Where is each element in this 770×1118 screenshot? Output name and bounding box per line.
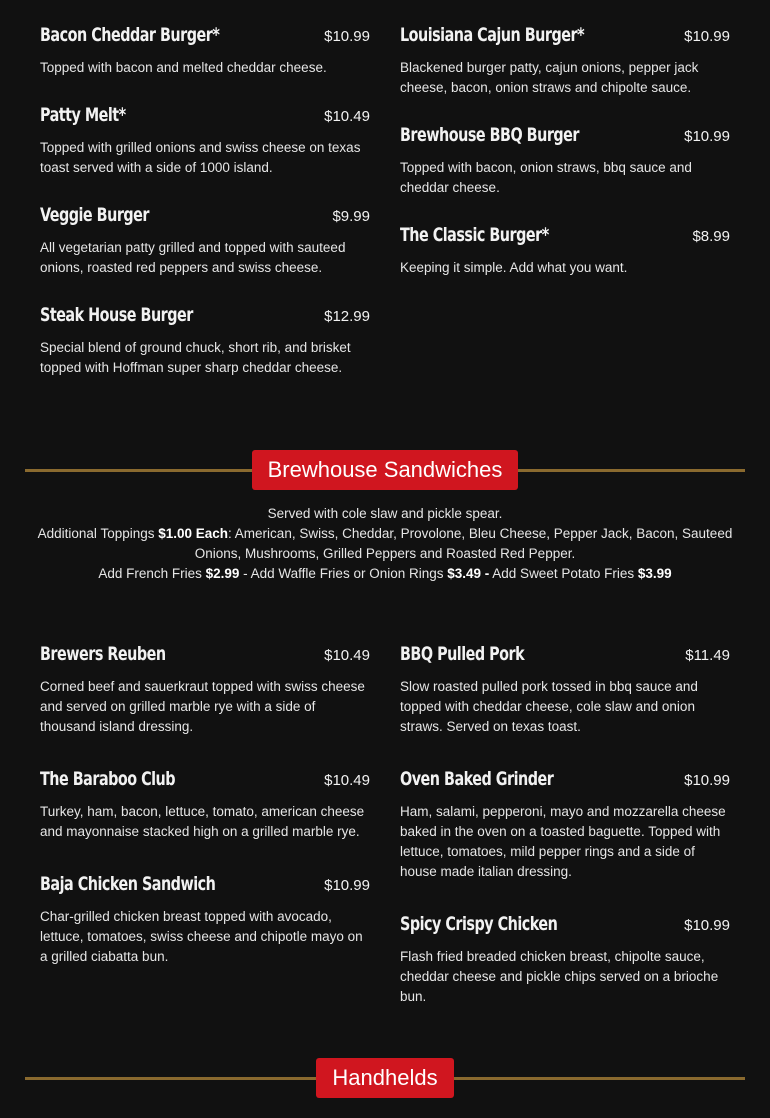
item-description: Char-grilled chicken breast topped with avocado, lettuce, tomatoes, swiss cheese and chipotle mayo on a grilled ciabatta bun. xyxy=(40,909,363,964)
sandwiches-left-column xyxy=(40,643,370,1033)
section-title: Brewhouse Sandwiches xyxy=(252,450,519,490)
toppings-price: $1.00 Each xyxy=(158,526,229,541)
item-price: $12.99 xyxy=(324,308,370,325)
menu-item xyxy=(40,768,370,842)
toppings-prefix: Additional Toppings xyxy=(37,526,159,541)
item-name: Brewers Reuben xyxy=(40,643,166,665)
item-price: $10.99 xyxy=(684,917,730,934)
item-name: Oven Baked Grinder xyxy=(400,768,554,790)
item-name: Veggie Burger xyxy=(40,204,150,226)
item-price: $10.49 xyxy=(324,647,370,664)
item-description: All vegetarian patty grilled and topped with sauteed onions, roasted red peppers and swiss cheese. xyxy=(40,240,346,275)
toppings-line xyxy=(25,524,745,564)
sweet-potato-label: Add Sweet Potato Fries xyxy=(489,566,638,581)
toppings-list: : American, Swiss, Cheddar, Provolone, Bleu Cheese, Pepper Jack, Bacon, Sauteed Onions, Mushrooms, Grilled Peppers and Roasted Red Pepper. xyxy=(194,526,733,561)
sandwiches-grid xyxy=(40,643,730,1033)
item-description: Blackened burger patty, cajun onions, pepper jack cheese, bacon, onion straws and chipolte sauce. xyxy=(400,60,699,95)
waffle-label: - Add Waffle Fries or Onion Rings xyxy=(239,566,448,581)
fries-price: $2.99 xyxy=(205,566,240,581)
fries-label: Add French Fries xyxy=(98,566,206,581)
menu-item xyxy=(400,768,730,882)
item-name: Patty Melt* xyxy=(40,104,126,126)
item-description: Slow roasted pulled pork tossed in bbq sauce and topped with cheddar cheese, cole slaw and onion straws. Served on texas toast. xyxy=(400,679,698,734)
item-name: Bacon Cheddar Burger* xyxy=(40,24,220,46)
item-description: Topped with bacon, onion straws, bbq sauce and cheddar cheese. xyxy=(400,160,692,195)
burgers-grid xyxy=(40,24,730,404)
menu-item xyxy=(40,204,370,278)
menu-item xyxy=(40,304,370,378)
burgers-right-column xyxy=(400,24,730,404)
item-price: $10.99 xyxy=(684,28,730,45)
menu-item xyxy=(40,24,370,78)
menu-item xyxy=(400,24,730,98)
item-price: $10.99 xyxy=(684,128,730,145)
item-price: $8.99 xyxy=(692,228,730,245)
item-price: $11.49 xyxy=(685,647,730,664)
section-header-handhelds xyxy=(25,1058,745,1098)
waffle-price: $3.49 - xyxy=(447,566,490,581)
sides-line xyxy=(25,564,745,584)
menu-item xyxy=(40,643,370,737)
sweet-potato-price: $3.99 xyxy=(637,566,672,581)
item-price: $10.99 xyxy=(684,772,730,789)
menu-item xyxy=(400,224,730,278)
item-name: Brewhouse BBQ Burger xyxy=(400,124,579,146)
item-description: Flash fried breaded chicken breast, chipolte sauce, cheddar cheese and pickle chips served on a brioche bun. xyxy=(400,949,719,1004)
item-description: Corned beef and sauerkraut topped with swiss cheese and served on grilled marble rye with a side of thousand island dressing. xyxy=(40,679,365,734)
item-description: Topped with bacon and melted cheddar cheese. xyxy=(40,60,327,75)
item-name: Louisiana Cajun Burger* xyxy=(400,24,585,46)
item-price: $10.49 xyxy=(324,108,370,125)
item-description: Special blend of ground chuck, short rib, and brisket topped with Hoffman super sharp cheddar cheese. xyxy=(40,340,351,375)
item-description: Turkey, ham, bacon, lettuce, tomato, american cheese and mayonnaise stacked high on a grilled marble rye. xyxy=(40,804,365,839)
item-name: Baja Chicken Sandwich xyxy=(40,873,216,895)
section-header-sandwiches xyxy=(25,450,745,490)
item-name: The Baraboo Club xyxy=(40,768,176,790)
item-description: Keeping it simple. Add what you want. xyxy=(400,260,628,275)
intro-line: Served with cole slaw and pickle spear. xyxy=(267,506,503,521)
menu-item xyxy=(400,643,730,737)
menu-item xyxy=(40,873,370,967)
item-name: BBQ Pulled Pork xyxy=(400,643,525,665)
sandwiches-right-column xyxy=(400,643,730,1033)
item-price: $9.99 xyxy=(332,208,370,225)
section-intro xyxy=(25,504,745,584)
item-name: Spicy Crispy Chicken xyxy=(400,913,558,935)
menu-item xyxy=(400,913,730,1007)
menu-item xyxy=(40,104,370,178)
item-price: $10.49 xyxy=(324,772,370,789)
item-name: The Classic Burger* xyxy=(400,224,549,246)
item-price: $10.99 xyxy=(324,28,370,45)
item-description: Topped with grilled onions and swiss cheese on texas toast served with a side of 1000 island. xyxy=(40,140,361,175)
section-title: Handhelds xyxy=(316,1058,453,1098)
item-name: Steak House Burger xyxy=(40,304,193,326)
menu-item xyxy=(400,124,730,198)
burgers-left-column xyxy=(40,24,370,404)
item-price: $10.99 xyxy=(324,877,370,894)
item-description: Ham, salami, pepperoni, mayo and mozzarella cheese baked in the oven on a toasted baguette. Topped with lettuce, tomatoes, mild pepper rings and a side of house made italian dressing. xyxy=(400,804,726,879)
